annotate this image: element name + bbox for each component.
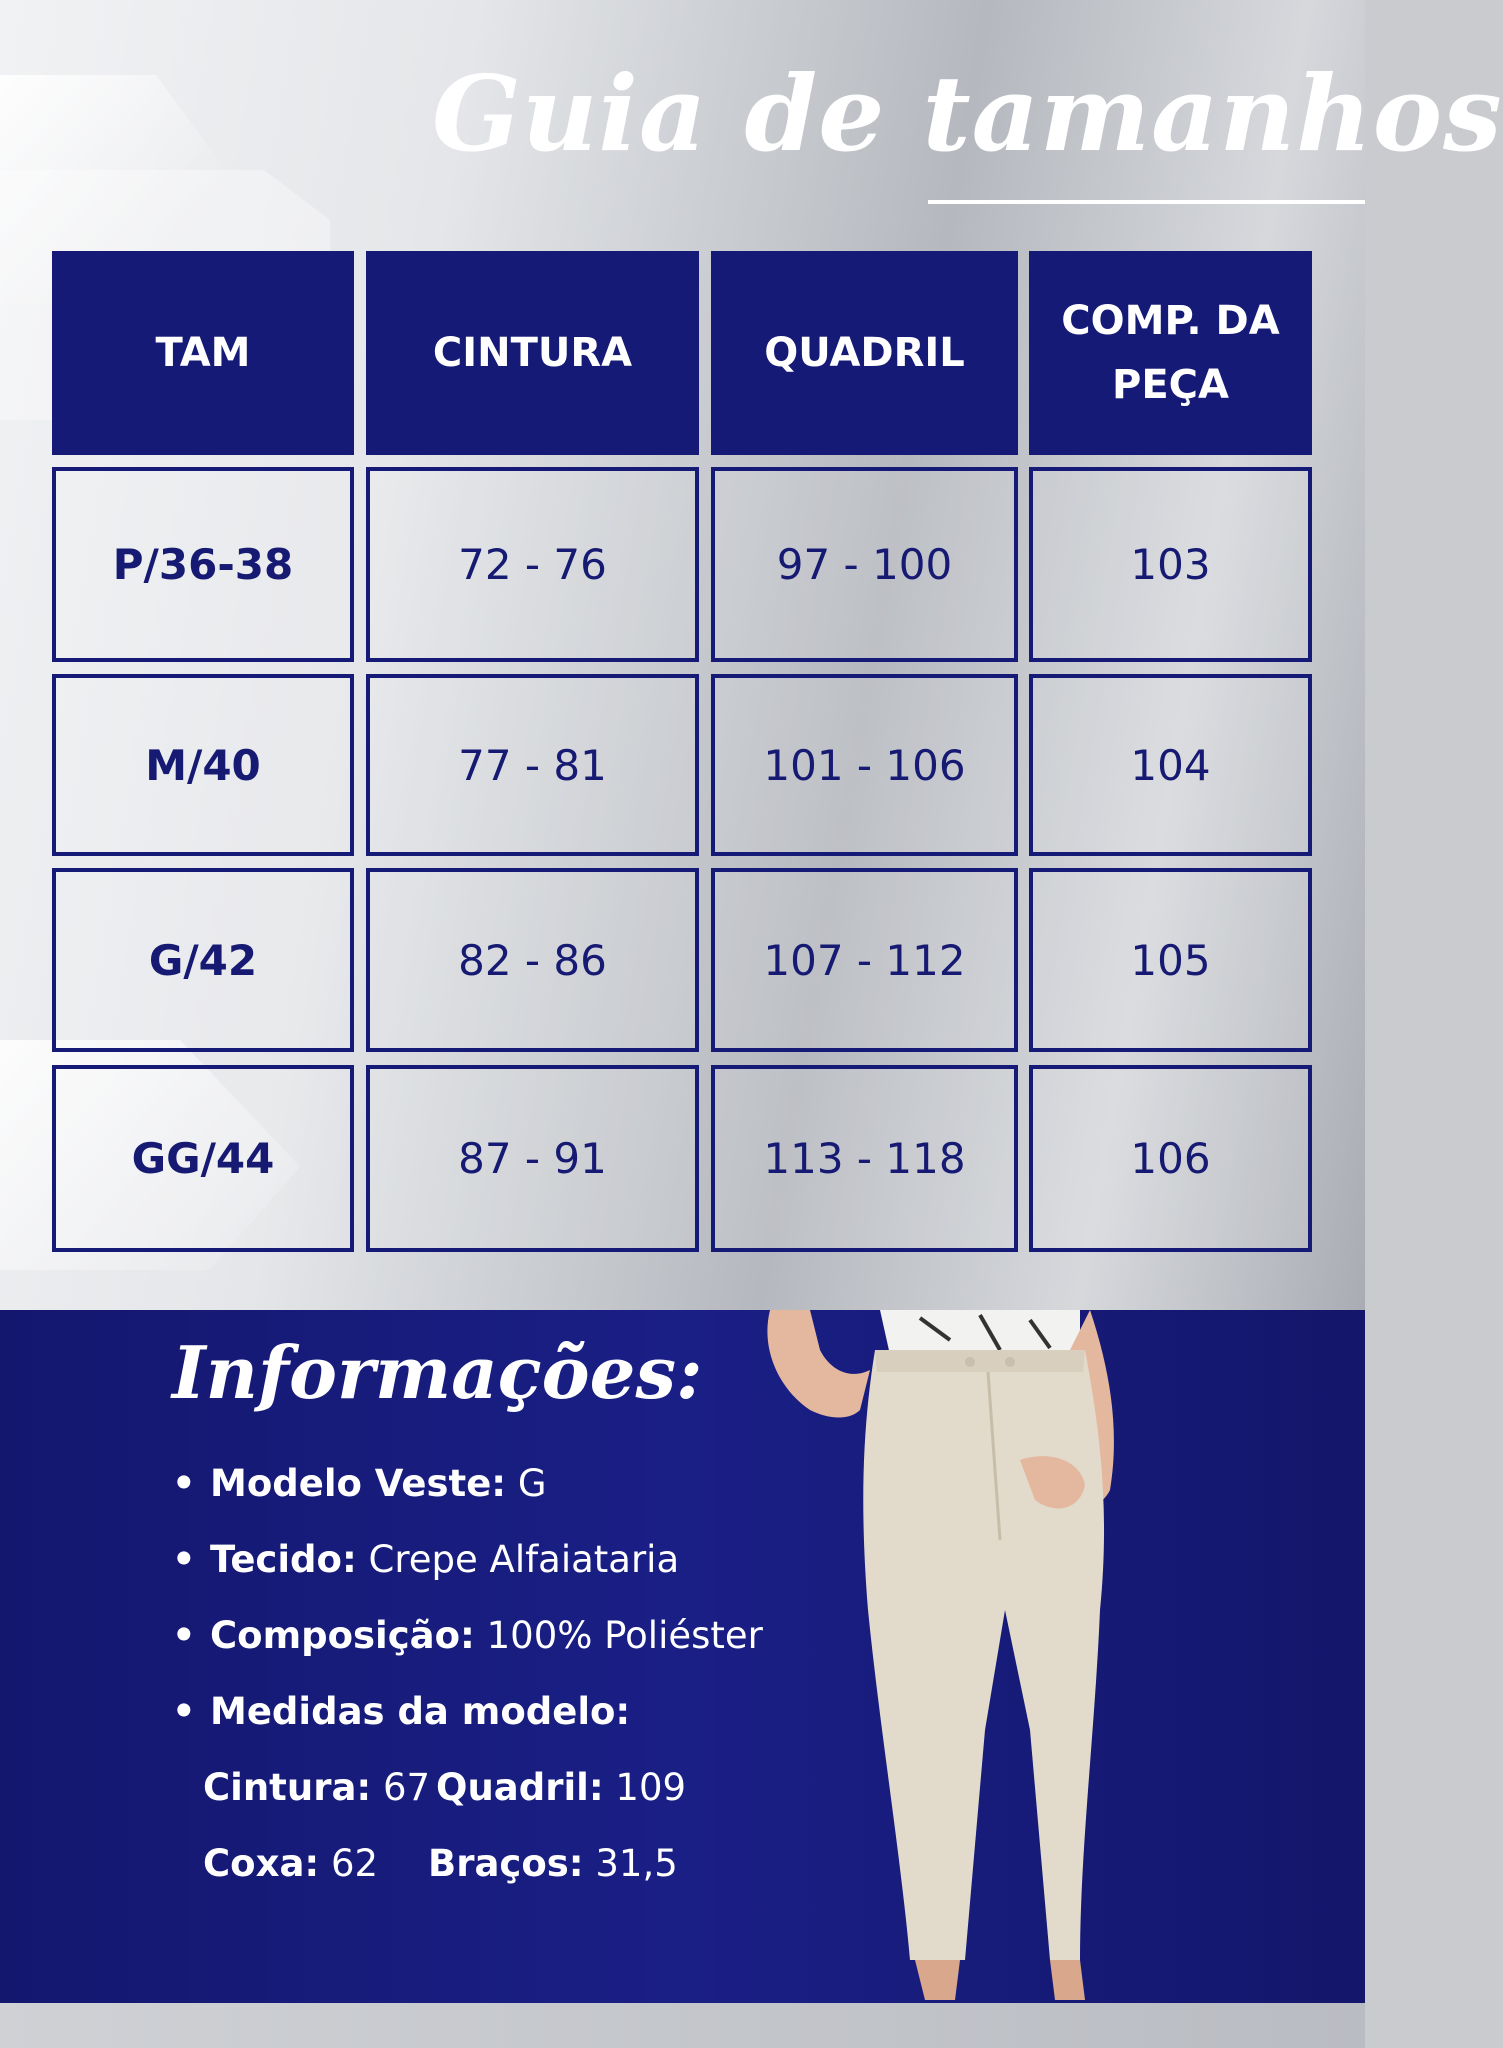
info-title: Informações:: [172, 1330, 703, 1415]
column-header-comprimento: COMP. DA PEÇA: [1029, 251, 1312, 455]
column-header-quadril: QUADRIL: [711, 251, 1018, 455]
info-label: Tecido:: [210, 1538, 357, 1581]
measure-label: Coxa:: [203, 1842, 320, 1885]
length-cell: 103: [1029, 467, 1312, 662]
hip-cell: 97 - 100: [711, 467, 1018, 662]
bullet: •: [172, 1690, 196, 1733]
info-label: Medidas da modelo:: [210, 1690, 631, 1733]
hip-cell: 101 - 106: [711, 674, 1018, 856]
info-item-tecido: [172, 1538, 679, 1581]
measure-bracos: [428, 1842, 678, 1885]
info-value: 100% Poliéster: [486, 1614, 763, 1657]
measure-value: 109: [615, 1766, 687, 1809]
measure-label: Cintura:: [203, 1766, 372, 1809]
waist-cell: 82 - 86: [366, 868, 699, 1052]
info-item-medidas: [172, 1690, 630, 1733]
measure-coxa: [203, 1842, 378, 1885]
measure-value: 67: [382, 1766, 431, 1809]
waist-cell: 72 - 76: [366, 467, 699, 662]
info-label: Composição:: [210, 1614, 475, 1657]
bullet: •: [172, 1614, 196, 1657]
waist-cell: 77 - 81: [366, 674, 699, 856]
title-underline: [928, 200, 1365, 204]
length-cell: 105: [1029, 868, 1312, 1052]
measure-value: 31,5: [595, 1842, 678, 1885]
size-cell: G/42: [52, 868, 354, 1052]
info-value: G: [517, 1462, 547, 1505]
info-label: Modelo Veste:: [210, 1462, 507, 1505]
model-photo: [750, 1310, 1130, 2003]
measure-value: 62: [330, 1842, 379, 1885]
column-header-tam: TAM: [52, 251, 354, 455]
size-cell: GG/44: [52, 1065, 354, 1252]
bottom-strip: [0, 2003, 1365, 2048]
measure-quadril: [436, 1766, 686, 1809]
length-cell: 104: [1029, 674, 1312, 856]
bullet: •: [172, 1538, 196, 1581]
measure-label: Braços:: [428, 1842, 584, 1885]
size-cell: M/40: [52, 674, 354, 856]
hip-cell: 107 - 112: [711, 868, 1018, 1052]
column-header-cintura: CINTURA: [366, 251, 699, 455]
info-item-composicao: [172, 1614, 763, 1657]
info-value: Crepe Alfaiataria: [368, 1538, 680, 1581]
hip-cell: 113 - 118: [711, 1065, 1018, 1252]
length-cell: 106: [1029, 1065, 1312, 1252]
info-item-modelo: [172, 1462, 547, 1505]
waist-cell: 87 - 91: [366, 1065, 699, 1252]
measure-label: Quadril:: [436, 1766, 604, 1809]
measure-cintura: [203, 1766, 430, 1809]
page-title: Guia de tamanhos: [432, 52, 1503, 175]
bullet: •: [172, 1462, 196, 1505]
size-cell: P/36-38: [52, 467, 354, 662]
